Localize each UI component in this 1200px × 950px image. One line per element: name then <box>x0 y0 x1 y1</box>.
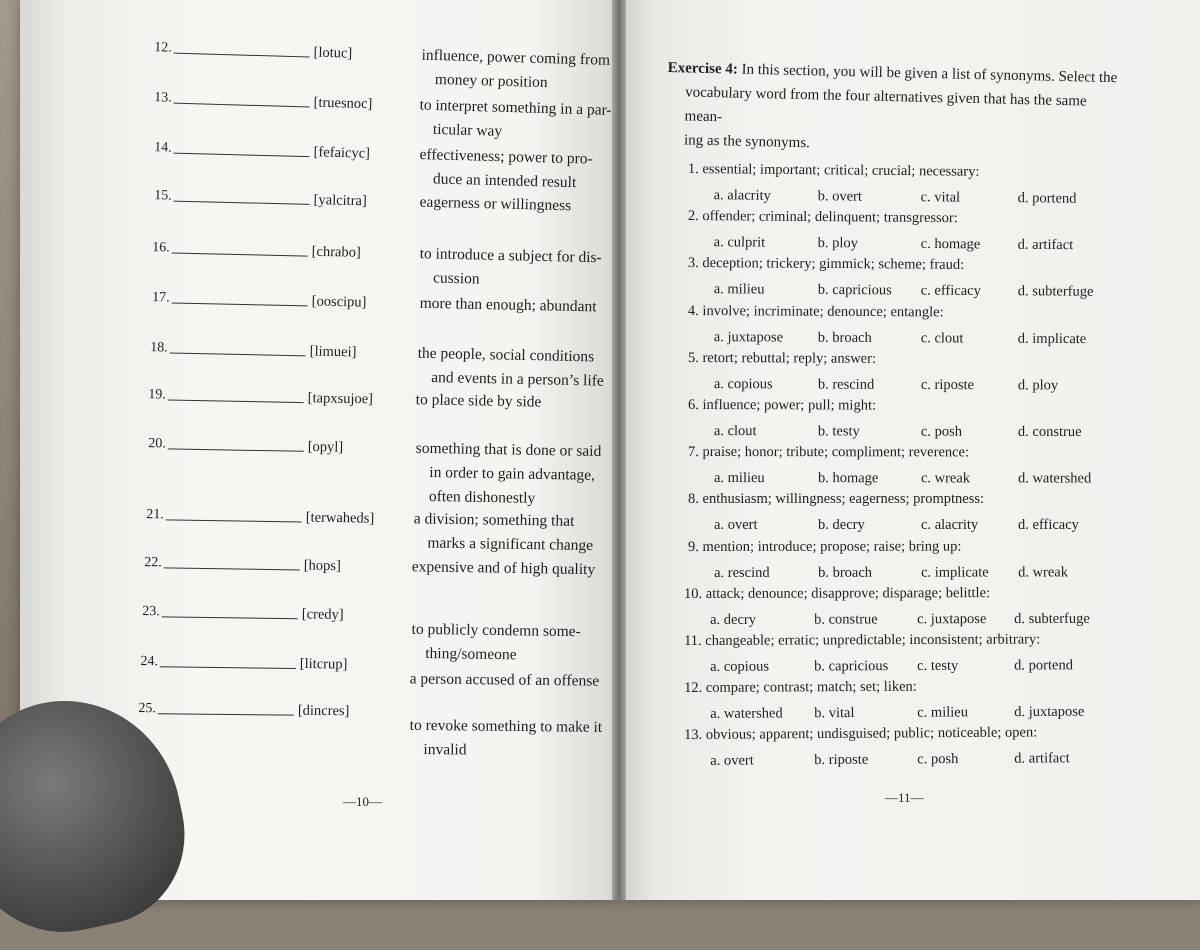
answer-option[interactable]: c. efficacy <box>920 282 981 300</box>
answer-option[interactable]: b. vital <box>814 705 855 722</box>
definition-line: money or position <box>434 70 548 92</box>
answer-blank[interactable] <box>164 567 300 570</box>
answer-options <box>688 510 1128 534</box>
answer-option[interactable]: c. juxtapose <box>917 610 987 628</box>
definition-line: in order to gain advantage, <box>429 463 596 484</box>
list-item <box>143 432 614 515</box>
definition-line: to interpret something in a par- <box>419 96 612 119</box>
answer-blank[interactable] <box>168 448 304 451</box>
question-stem: 7. praise; honor; tribute; compliment; reverence: <box>687 444 970 461</box>
scrambled-word: [credy] <box>301 606 344 623</box>
scrambled-word: [terwaheds] <box>305 509 375 527</box>
definition-line: something that is done or said <box>415 439 602 460</box>
scrambled-word: [litcrup] <box>299 656 348 673</box>
question-item <box>688 488 1128 534</box>
answer-blank[interactable] <box>174 103 310 108</box>
entry-number: 24. <box>140 654 158 670</box>
entry-number: 20. <box>148 436 166 452</box>
answer-option[interactable]: b. broach <box>818 564 873 581</box>
question-item <box>688 205 1128 255</box>
answer-option[interactable]: b. broach <box>817 329 872 346</box>
question-item <box>688 300 1128 348</box>
answer-blank[interactable] <box>174 153 310 158</box>
definition-line: a person accused of an offense <box>409 670 600 690</box>
entry-number: 21. <box>146 507 164 523</box>
answer-option[interactable]: a. culprit <box>713 234 766 251</box>
question-item <box>684 628 1124 676</box>
question-stem: 4. involve; incriminate; denounce; entangle: <box>687 302 944 320</box>
answer-option[interactable]: c. milieu <box>917 704 969 721</box>
definition-line: the people, social conditions <box>417 344 595 366</box>
scrambled-word: [ooscipu] <box>311 293 367 311</box>
definition-line: to introduce a subject for dis- <box>419 245 602 267</box>
answer-option[interactable]: b. testy <box>817 423 860 440</box>
entry-number: 17. <box>152 290 170 306</box>
question-item <box>684 721 1124 770</box>
scrambled-word: [dincres] <box>297 702 350 720</box>
answer-option[interactable]: c. homage <box>920 236 981 253</box>
answer-blank[interactable] <box>174 53 310 58</box>
answer-options <box>688 180 1128 208</box>
answer-option[interactable]: a. copious <box>713 375 773 393</box>
exercise-label: Exercise 4: <box>667 59 739 78</box>
answer-option[interactable]: c. vital <box>920 189 961 206</box>
definition-line: invalid <box>423 741 467 759</box>
answer-option[interactable]: d. efficacy <box>1018 517 1079 534</box>
entry-number: 18. <box>150 340 168 356</box>
answer-option[interactable]: b. overt <box>817 188 863 205</box>
entry-number: 12. <box>153 40 172 56</box>
scrambled-word: [hops] <box>303 557 341 575</box>
answer-option[interactable]: c. posh <box>920 423 963 440</box>
definition-line: expensive and of high quality <box>411 558 596 579</box>
entry-number: 25. <box>138 701 156 717</box>
answer-options <box>688 322 1128 348</box>
definition-line: duce an intended result <box>432 170 577 192</box>
answer-options <box>688 416 1128 441</box>
answer-options <box>684 743 1124 770</box>
definition-line: eagerness or willingness <box>419 193 572 215</box>
entry-number: 13. <box>153 90 172 106</box>
instruction-line: In this section, you will be given a list of synonyms. Select the <box>741 61 1118 87</box>
question-stem: 13. obvious; apparent; undisguised; public; noticeable; open: <box>684 724 1038 744</box>
entry-number: 15. <box>154 188 172 204</box>
list-item <box>136 650 606 696</box>
answer-options <box>684 603 1124 628</box>
answer-option[interactable]: d. portend <box>1014 657 1073 674</box>
answer-option[interactable]: a. copious <box>710 658 769 675</box>
page-number: —11— <box>885 790 924 805</box>
question-stem: 8. enthusiasm; willingness; eagerness; promptness: <box>688 491 985 508</box>
answer-option[interactable]: c. wreak <box>920 470 971 487</box>
question-stem: 11. changeable; erratic; unpredictable; inconsistent; arbitrary: <box>684 631 1041 649</box>
answer-option[interactable]: b. rescind <box>817 376 875 393</box>
answer-option[interactable]: d. subterfuge <box>1017 283 1094 301</box>
definition-line: thing/someone <box>425 645 517 664</box>
answer-option[interactable]: b. homage <box>817 470 879 487</box>
answer-option[interactable]: c. riposte <box>920 376 975 393</box>
answer-blank[interactable] <box>172 302 308 306</box>
answer-option[interactable]: d. artifact <box>1014 750 1070 768</box>
scrambled-word: [chrabo] <box>311 243 361 261</box>
answer-blank[interactable] <box>170 352 306 356</box>
entry-number: 23. <box>142 604 160 620</box>
answer-option[interactable]: c. clout <box>920 329 964 347</box>
answer-option[interactable]: a. milieu <box>713 281 765 298</box>
definition-line: cussion <box>432 269 480 288</box>
answer-option[interactable]: b. capricious <box>817 282 892 299</box>
list-item <box>139 551 610 598</box>
question-item <box>688 441 1128 488</box>
scrambled-word: [yalcitra] <box>313 192 367 210</box>
answer-option[interactable]: a. milieu <box>713 470 765 487</box>
answer-option[interactable]: a. rescind <box>714 564 770 581</box>
scrambled-word: [fefaicyc] <box>313 144 371 162</box>
answer-options <box>684 650 1124 676</box>
question-stem: 9. mention; introduce; propose; raise; bring up: <box>688 538 962 555</box>
answer-option[interactable]: d. juxtapose <box>1014 703 1085 721</box>
answer-options <box>688 369 1128 395</box>
answer-option[interactable]: a. clout <box>713 423 757 440</box>
answer-option[interactable]: a. decry <box>710 611 757 628</box>
question-item <box>684 581 1124 628</box>
answer-option[interactable]: d. subterfuge <box>1014 610 1090 627</box>
question-stem: 10. attack; denounce; disapprove; disparage; belittle: <box>684 584 991 602</box>
answer-options <box>688 227 1128 255</box>
definition-line: a division; something that <box>413 510 575 530</box>
answer-option[interactable]: a. alacrity <box>713 187 771 204</box>
scrambled-word: [truesnoc] <box>313 94 373 113</box>
answer-option[interactable]: b. riposte <box>814 752 869 769</box>
question-item <box>688 158 1128 208</box>
answer-option[interactable]: c. implicate <box>921 564 989 581</box>
list-item <box>133 697 604 762</box>
definition-line: and events in a person’s life <box>431 368 604 390</box>
definition-line: to revoke something to make it <box>409 716 603 736</box>
definition-line: often dishonestly <box>428 487 536 507</box>
answer-blank[interactable] <box>168 399 304 403</box>
question-item <box>688 347 1128 395</box>
answer-option[interactable]: b. ploy <box>817 235 859 252</box>
definition-line: to publicly condemn some- <box>411 620 581 641</box>
answer-option[interactable]: d. wreak <box>1018 563 1068 581</box>
question-stem: 5. retort; rebuttal; reply; answer: <box>687 349 877 367</box>
answer-options <box>688 557 1128 582</box>
scrambled-word: [tapxsujoe] <box>307 390 374 408</box>
scrambled-word: [opyl] <box>307 438 344 456</box>
question-item <box>684 675 1124 724</box>
question-stem: 1. essential; important; critical; crucial; necessary: <box>687 160 980 180</box>
answer-blank[interactable] <box>166 519 302 522</box>
answer-options <box>688 274 1128 301</box>
definition-line: effectiveness; power to pro- <box>419 146 593 168</box>
answer-blank[interactable] <box>162 616 298 619</box>
answer-option[interactable]: d. artifact <box>1017 236 1074 254</box>
entry-number: 22. <box>144 555 162 571</box>
answer-option[interactable]: d. portend <box>1017 190 1077 207</box>
question-stem: 3. deception; trickery; gimmick; scheme; fraud: <box>687 255 965 274</box>
instruction-line: vocabulary word from the four alternatives given that has the same mean- <box>684 84 1087 126</box>
answer-option[interactable]: a. juxtapose <box>713 328 784 346</box>
definition-line: influence, power coming from <box>421 46 611 69</box>
definition-line: ticular way <box>432 120 503 140</box>
question-stem: 6. influence; power; pull; might: <box>687 397 877 414</box>
question-item <box>688 394 1128 441</box>
answer-option[interactable]: d. watershed <box>1017 470 1092 487</box>
exercise-instructions <box>666 56 1118 162</box>
answer-option[interactable]: b. capricious <box>814 658 889 675</box>
scrambled-word: [lotuc] <box>313 44 353 62</box>
definition-line: to place side by side <box>415 391 542 411</box>
answer-option[interactable]: d. construe <box>1017 423 1082 441</box>
answer-option[interactable]: a. watershed <box>710 705 783 723</box>
entry-number: 16. <box>152 240 170 256</box>
answer-option[interactable]: a. overt <box>714 517 758 534</box>
answer-option[interactable]: b. decry <box>818 517 865 534</box>
answer-blank[interactable] <box>158 713 294 715</box>
answer-option[interactable]: c. alacrity <box>921 517 979 534</box>
entry-number: 19. <box>148 387 166 403</box>
answer-option[interactable]: b. construe <box>814 611 878 628</box>
definition-line: more than enough; abundant <box>419 294 597 316</box>
answer-blank[interactable] <box>172 253 308 257</box>
scrambled-word: [limuei] <box>309 343 357 361</box>
answer-options <box>684 697 1124 724</box>
question-stem: 12. compare; contrast; match; set; liken: <box>684 678 917 697</box>
definition-line: marks a significant change <box>427 534 594 555</box>
answer-options <box>688 463 1128 488</box>
question-stem: 2. offender; criminal; delinquent; transgressor: <box>687 208 958 227</box>
answer-option[interactable]: d. ploy <box>1017 377 1059 394</box>
question-item <box>688 252 1128 301</box>
answer-option[interactable]: a. overt <box>710 752 754 770</box>
answer-option[interactable]: d. implicate <box>1017 330 1087 347</box>
answer-option[interactable]: c. testy <box>917 657 959 674</box>
page-number: —10— <box>343 794 382 809</box>
answer-option[interactable]: c. posh <box>917 751 959 768</box>
question-item <box>688 535 1128 582</box>
instruction-line: ing as the synonyms. <box>683 132 811 152</box>
answer-blank[interactable] <box>160 666 296 669</box>
entry-number: 14. <box>154 140 172 156</box>
answer-blank[interactable] <box>174 201 310 205</box>
